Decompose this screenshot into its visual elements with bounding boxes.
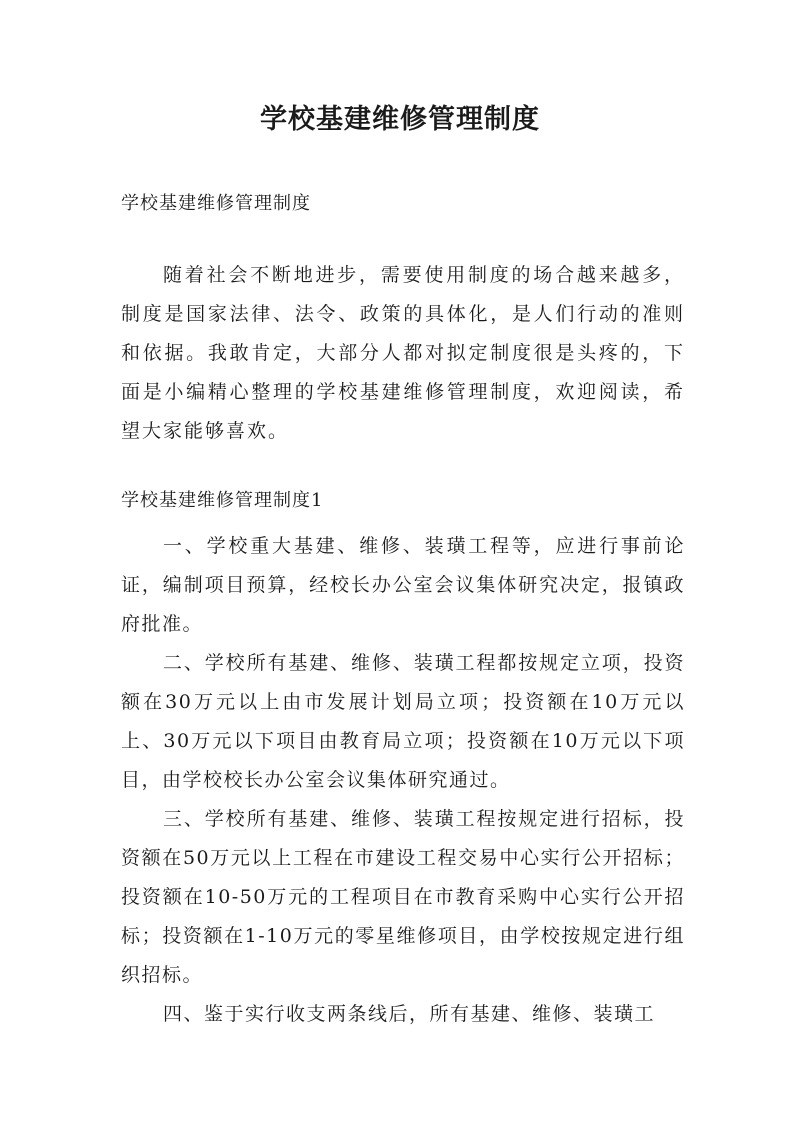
section-heading: 学校基建维修管理制度1 xyxy=(121,490,324,511)
paragraph-item: 二、学校所有基建、维修、装璜工程都按规定立项，投资额在30万元以上由市发展计划局立项；投资额在10万元以上、30万元以下项目由教育局立项；投资额在10万元以下项目，由学校校长办公室会议集体研究通过。 xyxy=(121,652,685,791)
intro-paragraph: 随着社会不断地进步，需要使用制度的场合越来越多，制度是国家法律、法令、政策的具体化，是人们行动的准则和依据。我敢肯定，大部分人都对拟定制度很是头疼的，下面是小编精心整理的学校基建维修管理制度，欢迎阅读，希望大家能够喜欢。 xyxy=(121,264,685,442)
paragraph-item: 四、鉴于实行收支两条线后，所有基建、维修、装璜工 xyxy=(163,1003,656,1025)
paragraph-item: 三、学校所有基建、维修、装璜工程按规定进行招标，投资额在50万元以上工程在市建设工程交易中心实行公开招标；投资额在10-50万元的工程项目在市教育采购中心实行公开招标；投资额在1-10万元的零星维修项目，由学校按规定进行组织招标。 xyxy=(121,808,685,986)
document-subtitle: 学校基建维修管理制度 xyxy=(121,193,311,214)
section-body xyxy=(121,527,685,1034)
document-title: 学校基建维修管理制度 xyxy=(260,104,540,135)
paragraph-item: 一、学校重大基建、维修、装璜工程等，应进行事前论证，编制项目预算，经校长办公室会议集体研究决定，报镇政府批准。 xyxy=(121,535,685,635)
